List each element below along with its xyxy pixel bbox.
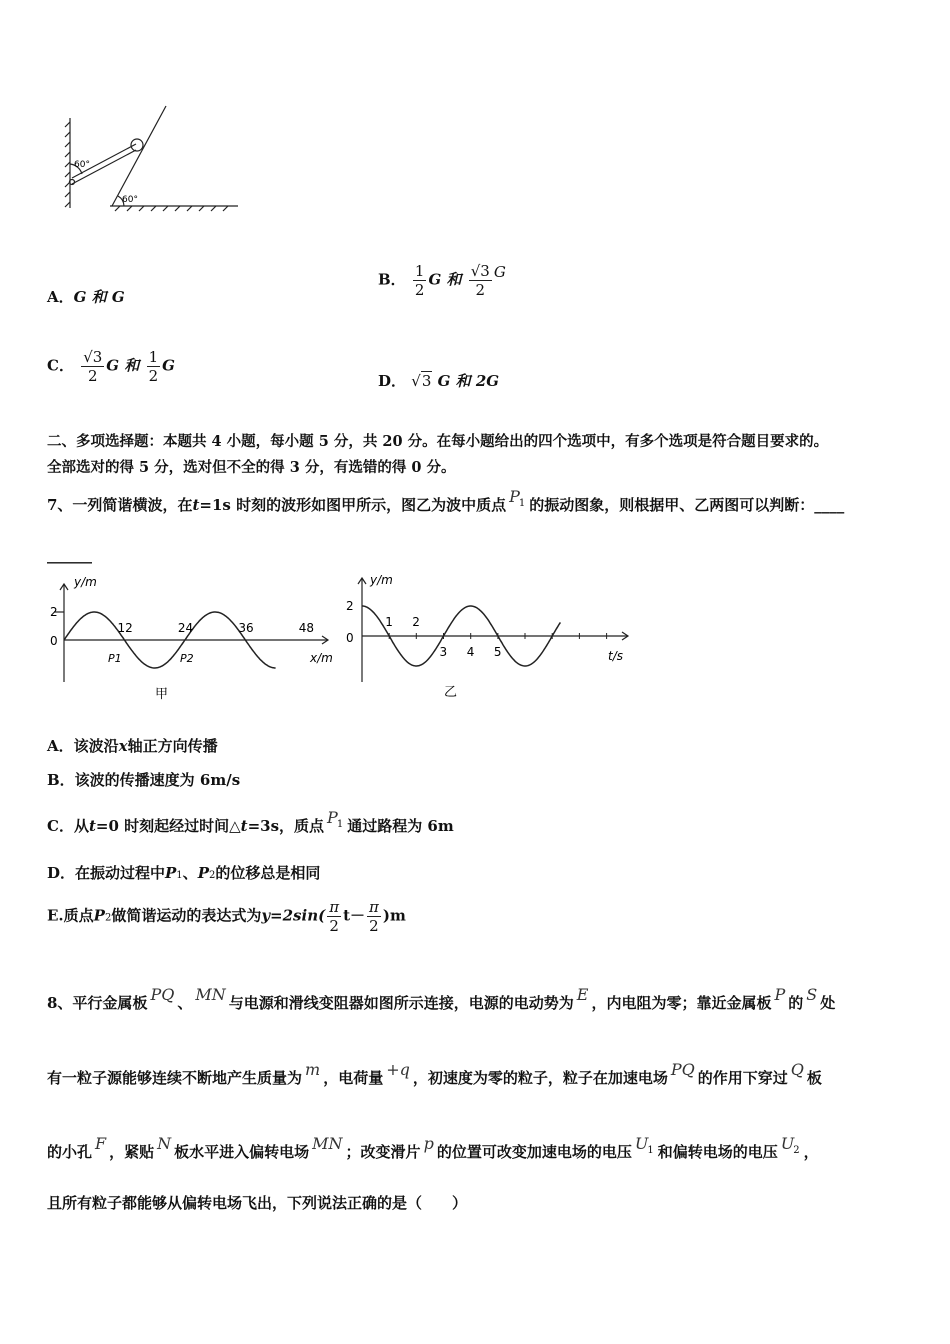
section-header-line2: 全部选对的得 5 分，选对但不全的得 3 分，有选错的得 0 分。 — [47, 459, 456, 476]
fraction: $\frac{√3}{2}$ — [83, 348, 103, 385]
y-tick-0-jia: 0 — [50, 634, 58, 648]
angle-ground-label: 60° — [122, 195, 138, 205]
q7-stem: 7、一列简谐横波，在t=1s 时刻的波形如图甲所示，图乙为波中质点 $P^1$ 的振动图象，则根据甲、乙两图可以判断：____ — [47, 487, 845, 514]
point-p2-label: P2 — [180, 652, 194, 665]
y-axis-label-jia: y/m — [74, 575, 97, 589]
option-a[interactable]: A．G 和 G — [47, 288, 125, 306]
q8-line3: 的小孔 F ，紧贴 N 板水平进入偏转电场 MN ；改变滑片 p 的位置可改变加速电场的电压 $U^1$ 和偏转电场的电压 $U^2$ ， — [47, 1134, 819, 1161]
answer-blank[interactable]: ____ — [814, 496, 845, 514]
y-tick-0-yi: 0 — [346, 631, 354, 645]
y-axis-label-yi: y/m — [370, 573, 393, 587]
x-axis-label-jia: x/m — [310, 651, 333, 665]
point-p1-label: P1 — [108, 652, 122, 665]
y-tick-2-jia: 2 — [50, 605, 58, 619]
x-axis-label-yi: t/s — [608, 649, 623, 663]
chart-title-yi: 乙 — [444, 685, 458, 700]
q8-line4: 且所有粒子都能够从偏转电场飞出，下列说法正确的是（ ） — [47, 1194, 468, 1212]
q7-option-e[interactable]: E.质点P2做简谐运动的表达式为y=2sin( $\frac{\pi}{2}$ t－ $\frac{\pi}{2}$ )m — [47, 898, 406, 935]
option-c[interactable]: C． $\frac{√3}{2}$ G 和 $\frac{1}{2}$ G — [47, 348, 175, 385]
option-b[interactable]: B． $\frac{1}{2}$ G 和 $\frac{√3}{2}$ G — [378, 262, 506, 299]
q7-option-d[interactable]: D．在振动过程中P1、P2的位移总是相同 — [47, 864, 321, 882]
x-tick-label: 3 — [439, 645, 448, 659]
x-tick-label: 24 — [177, 621, 194, 635]
x-ticks-yi — [385, 615, 606, 659]
q7-option-c[interactable]: C．从t=0 时刻起经过时间△t=3s，质点 $P^1$ 通过路程为 6m — [47, 808, 454, 835]
q8-line1: 8、平行金属板 PQ 、 MN 与电源和滑线变阻器如图所示连接，电源的电动势为 E ，内电阻为零；靠近金属板 P 的 S 处 — [47, 985, 836, 1012]
fraction: $\frac{√3}{2}$ — [470, 262, 490, 299]
wave-chart-jia — [40, 572, 340, 702]
fraction: $\frac{1}{2}$ — [414, 262, 425, 299]
y-tick-2-yi: 2 — [346, 599, 354, 613]
sqrt-symbol: √3 — [411, 372, 432, 390]
fraction: $\frac{\pi}{2}$ — [369, 898, 379, 935]
q7-option-a[interactable]: A．该波沿x轴正方向传播 — [47, 737, 218, 755]
x-tick-label: 5 — [493, 645, 502, 659]
vibration-chart-yi — [340, 572, 640, 702]
q7-option-b[interactable]: B．该波的传播速度为 6m/s — [47, 771, 241, 789]
section-header-line1: 二、多项选择题：本题共 4 小题，每小题 5 分，共 20 分。在每小题给出的四个选项中，有多个选项是符合题目要求的。 — [47, 433, 829, 450]
fraction: $\frac{1}{2}$ — [148, 348, 159, 385]
answer-blank-continued[interactable]: ______ — [47, 546, 92, 564]
x-tick-label: 1 — [385, 615, 393, 629]
fraction: $\frac{\pi}{2}$ — [329, 898, 340, 935]
angle-wall-label: 60° — [74, 160, 90, 170]
x-tick-label: 4 — [466, 645, 475, 659]
option-d[interactable]: D． √3 G 和 2G — [378, 372, 500, 390]
x-tick-label: 12 — [117, 621, 133, 635]
x-tick-label: 2 — [412, 615, 420, 629]
chart-title-jia: 甲 — [155, 687, 169, 702]
rod-wall-figure — [60, 100, 250, 215]
x-tick-label: 48 — [298, 621, 315, 635]
q8-line2: 有一粒子源能够连续不断地产生质量为 m ，电荷量 +q ，初速度为零的粒子，粒子在加速电场 PQ 的作用下穿过 Q 板 — [47, 1060, 822, 1087]
x-ticks-jia — [118, 621, 315, 635]
x-tick-label: 36 — [238, 621, 254, 635]
